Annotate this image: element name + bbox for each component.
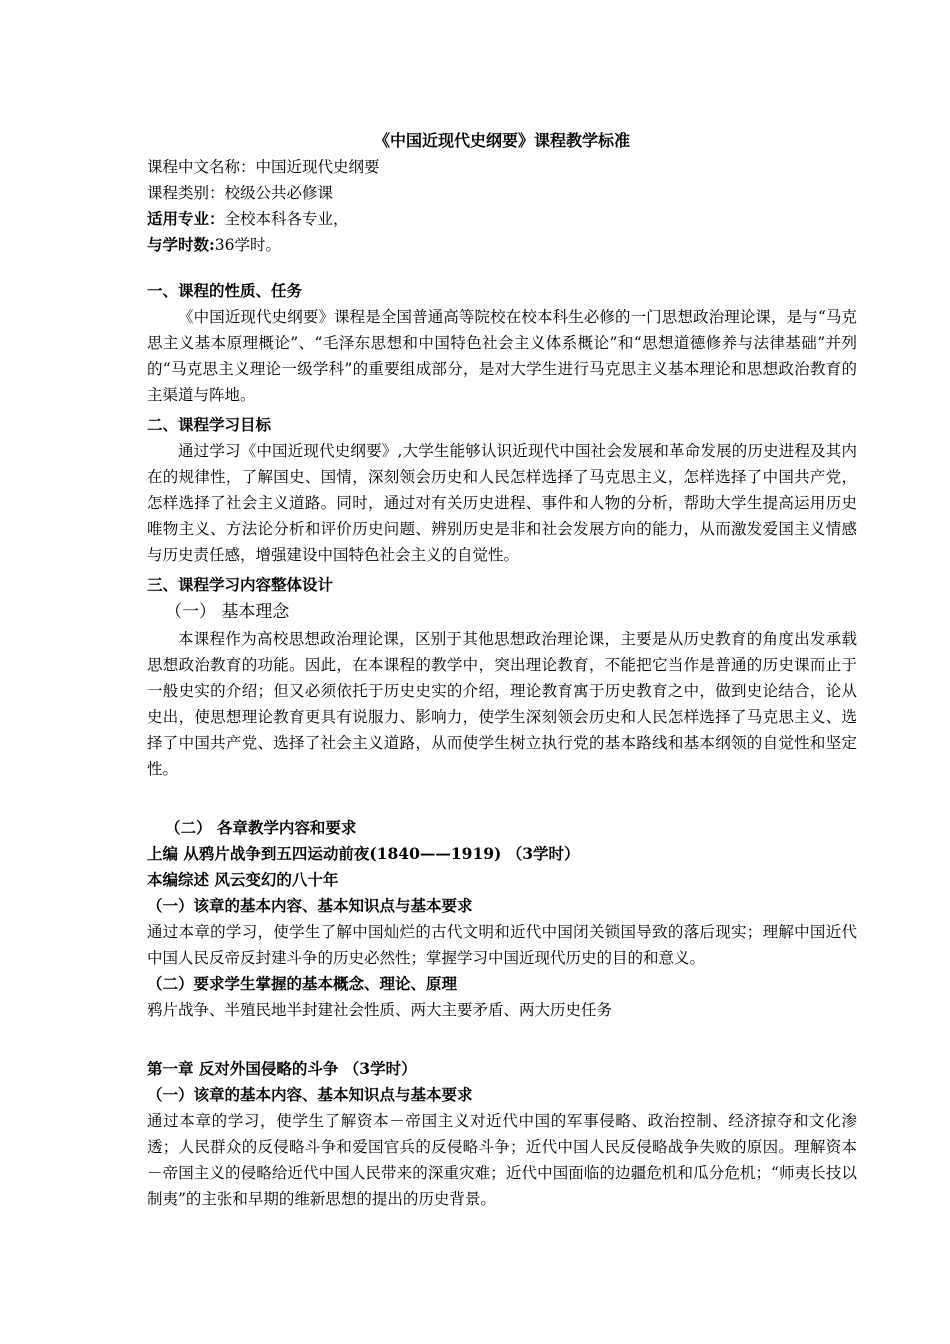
course-type: 课程类别：校级公共必修课: [147, 184, 334, 202]
overview-requirements-heading: （一）该章的基本内容、基本知识点与基本要求: [147, 896, 473, 915]
major-label: 适用专业：: [147, 209, 225, 228]
chapter-1-heading: 第一章 反对外国侵略的斗争 （3学时）: [147, 1059, 417, 1078]
overview-concepts-paragraph: 鸦片战争、半殖民地半封建社会性质、两大主要矛盾、两大历史任务: [147, 1001, 613, 1019]
document-page: [147, 128, 857, 1212]
chapter-1-requirements-heading: （一）该章的基本内容、基本知识点与基本要求: [147, 1085, 473, 1104]
section-1-heading: 一、课程的性质、任务: [147, 281, 303, 300]
hours-value: 36学时。: [214, 236, 281, 254]
overview-requirements-paragraph: 通过本章的学习，使学生了解中国灿烂的古代文明和近代中国闭关锁国导致的落后现实；理解中国近代中国人民反帝反封建斗争的历史必然性；掌握学习中国近现代历史的目的和意义。: [147, 923, 857, 967]
part-heading: 上编 从鸦片战争到五四运动前夜(1840——1919) （3学时）: [147, 844, 580, 863]
section-2-heading: 二、课程学习目标: [147, 415, 272, 434]
course-name: 课程中文名称：中国近现代史纲要: [147, 158, 380, 176]
document-title: 《中国近现代史纲要》课程教学标准: [373, 131, 630, 150]
major-value: 全校本科各专业，: [224, 210, 349, 228]
section-3-heading: 三、课程学习内容整体设计: [147, 575, 334, 594]
course-hours: [147, 232, 857, 258]
overview-heading: 本编综述 风云变幻的八十年: [147, 870, 339, 889]
applicable-major: [147, 206, 857, 232]
subsection-1-paragraph: 本课程作为高校思想政治理论课，区别于其他思想政治理论课，主要是从历史教育的角度出发承载思想政治教育的功能。因此，在本课程的教学中，突出理论教育，不能把它当作是普通的历史课而止于一般史实的介绍；但又必须依托于历史史实的介绍，理论教育寓于历史教育之中，做到史论结合，论从史出，使思想理论教育更具有说服力、影响力，使学生深刻领会历史和人民怎样选择了马克思主义、选择了中国共产党、选择了社会主义道路，从而使学生树立执行党的基本路线和基本纲领的自觉性和坚定性。: [147, 630, 857, 778]
subsection-2-heading: （二） 各章教学内容和要求: [165, 818, 357, 837]
chapter-1-requirements-paragraph: 通过本章的学习，使学生了解资本－帝国主义对近代中国的军事侵略、政治控制、经济掠夺和文化渗透；人民群众的反侵略斗争和爱国官兵的反侵略斗争；近代中国人民反侵略战争失败的原因。理解资本－帝国主义的侵略给近代中国人民带来的深重灾难；近代中国面临的边疆危机和瓜分危机；“师夷长技以制夷”的主张和早期的维新思想的提出的历史背景。: [147, 1112, 857, 1208]
section-2-paragraph: 通过学习《中国近现代史纲要》,大学生能够认识近现代中国社会发展和革命发展的历史进程及其内在的规律性，了解国史、国情，深刻领会历史和人民怎样选择了马克思主义，怎样选择了中国共产党，怎样选择了社会主义道路。同时，通过对有关历史进程、事件和人物的分析，帮助大学生提高运用历史唯物主义、方法论分析和评价历史问题、辨别历史是非和社会发展方向的能力，从而激发爱国主义情感与历史责任感，增强建设中国特色社会主义的自觉性。: [147, 442, 857, 564]
overview-concepts-heading: （二）要求学生掌握的基本概念、理论、原理: [147, 974, 458, 993]
hours-label: 与学时数:: [147, 235, 215, 254]
section-1-paragraph: 《中国近现代史纲要》课程是全国普通高等院校在校本科生必修的一门思想政治理论课，是与“马克思主义基本原理概论”、“毛泽东思想和中国特色社会主义体系概论”和“思想道德修养与法律基础”并列的“马克思主义理论一级学科”的重要组成部分，是对大学生进行马克思主义基本理论和思想政治教育的主渠道与阵地。: [147, 308, 857, 404]
subsection-1-heading: （一） 基本理念: [165, 602, 290, 622]
